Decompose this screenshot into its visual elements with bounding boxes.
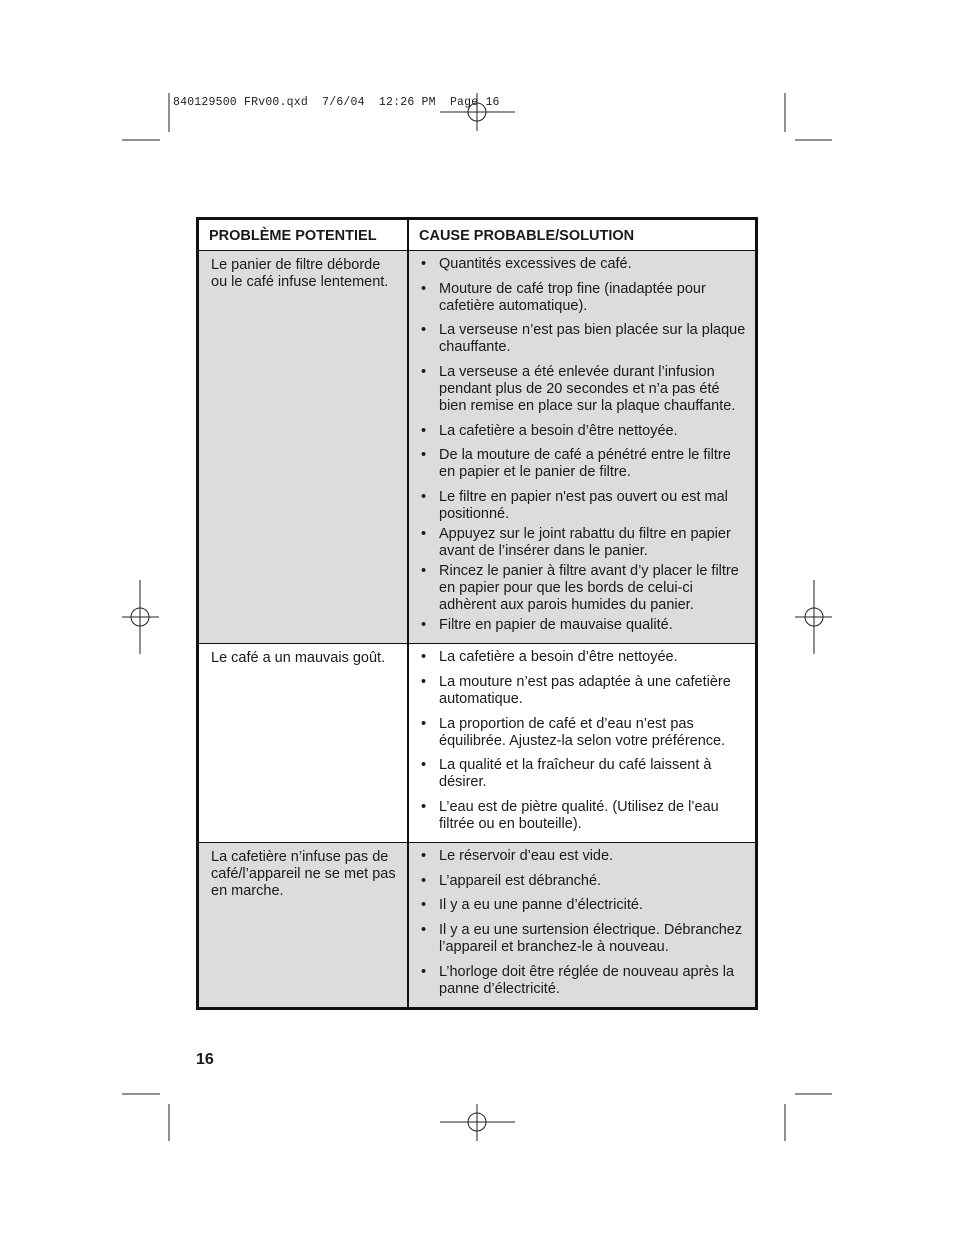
- table-row: [199, 251, 755, 644]
- table-row: [199, 644, 755, 843]
- troubleshooting-table: [196, 217, 758, 1010]
- problem-text: Le panier de filtre déborde ou le café infuse lentement.: [211, 257, 389, 290]
- cause-item: • Appuyez sur le joint rabattu du filtre en papier avant de l’insérer dans le panier.: [420, 526, 746, 560]
- cause-item: • La verseuse a été enlevée durant l’infusion pendant plus de 20 secondes et n’a pas été bien remise en place sur la plaque chauffante.: [420, 364, 746, 415]
- cause-item: • La mouture n’est pas adaptée à une cafetière automatique.: [420, 674, 746, 708]
- registration-mark-bottom: [440, 1104, 515, 1141]
- cause-list: [410, 252, 754, 642]
- cause-list: [410, 645, 754, 841]
- cause-list: [410, 844, 754, 1006]
- cause-item: • Il y a eu une panne d’électricité.: [420, 897, 746, 914]
- problem-text: La cafetière n’infuse pas de café/l’appareil ne se met pas en marche.: [211, 848, 396, 899]
- print-slug: 840129500 FRv00.qxd 7/6/04 12:26 PM Page 16: [173, 96, 500, 109]
- header-cause: CAUSE PROBABLE/SOLUTION: [408, 220, 755, 251]
- cause-item: • La qualité et la fraîcheur du café laissent à désirer.: [420, 757, 746, 791]
- cause-item: • Mouture de café trop fine (inadaptée pour cafetière automatique).: [420, 281, 746, 315]
- page-number: 16: [196, 1051, 214, 1068]
- header-problem: PROBLÈME POTENTIEL: [199, 220, 408, 251]
- cause-item: • Il y a eu une surtension électrique. Débranchez l’appareil et branchez-le à nouveau.: [420, 922, 746, 956]
- table-row: [199, 842, 755, 1006]
- problem-cell: [199, 251, 408, 644]
- registration-mark-top: [440, 93, 515, 131]
- cause-item: • De la mouture de café a pénétré entre le filtre en papier et le panier de filtre.: [420, 447, 746, 481]
- cause-item: • Le filtre en papier n'est pas ouvert ou est mal positionné.: [420, 489, 746, 523]
- cause-item: • La cafetière a besoin d’être nettoyée.: [420, 423, 746, 440]
- problem-text: Le café a un mauvais goût.: [211, 650, 386, 667]
- cause-item: • L’horloge doit être réglée de nouveau après la panne d’électricité.: [420, 964, 746, 998]
- cause-item: • Filtre en papier de mauvaise qualité.: [420, 617, 746, 634]
- cause-cell: [408, 251, 755, 644]
- cause-item: • Le réservoir d’eau est vide.: [420, 848, 746, 865]
- cause-cell: [408, 842, 755, 1006]
- cause-item: • L’appareil est débranché.: [420, 873, 746, 890]
- problem-cell: [199, 644, 408, 843]
- cause-item: • L’eau est de piètre qualité. (Utilisez de l’eau filtrée ou en bouteille).: [420, 799, 746, 833]
- cause-cell: [408, 644, 755, 843]
- cause-item: • La cafetière a besoin d’être nettoyée.: [420, 649, 746, 666]
- registration-mark-left: [122, 580, 159, 654]
- registration-mark-right: [795, 580, 832, 654]
- cause-item: • La verseuse n’est pas bien placée sur la plaque chauffante.: [420, 322, 746, 356]
- cause-item: • La proportion de café et d’eau n’est pas équilibrée. Ajustez-la selon votre préférence.: [420, 716, 746, 750]
- cause-item: • Quantités excessives de café.: [420, 256, 746, 273]
- cause-item: • Rincez le panier à filtre avant d’y placer le filtre en papier pour que les bords de celui-ci adhèrent aux parois humides du panier.: [420, 563, 746, 614]
- problem-cell: [199, 842, 408, 1006]
- table-header-row: [199, 220, 755, 251]
